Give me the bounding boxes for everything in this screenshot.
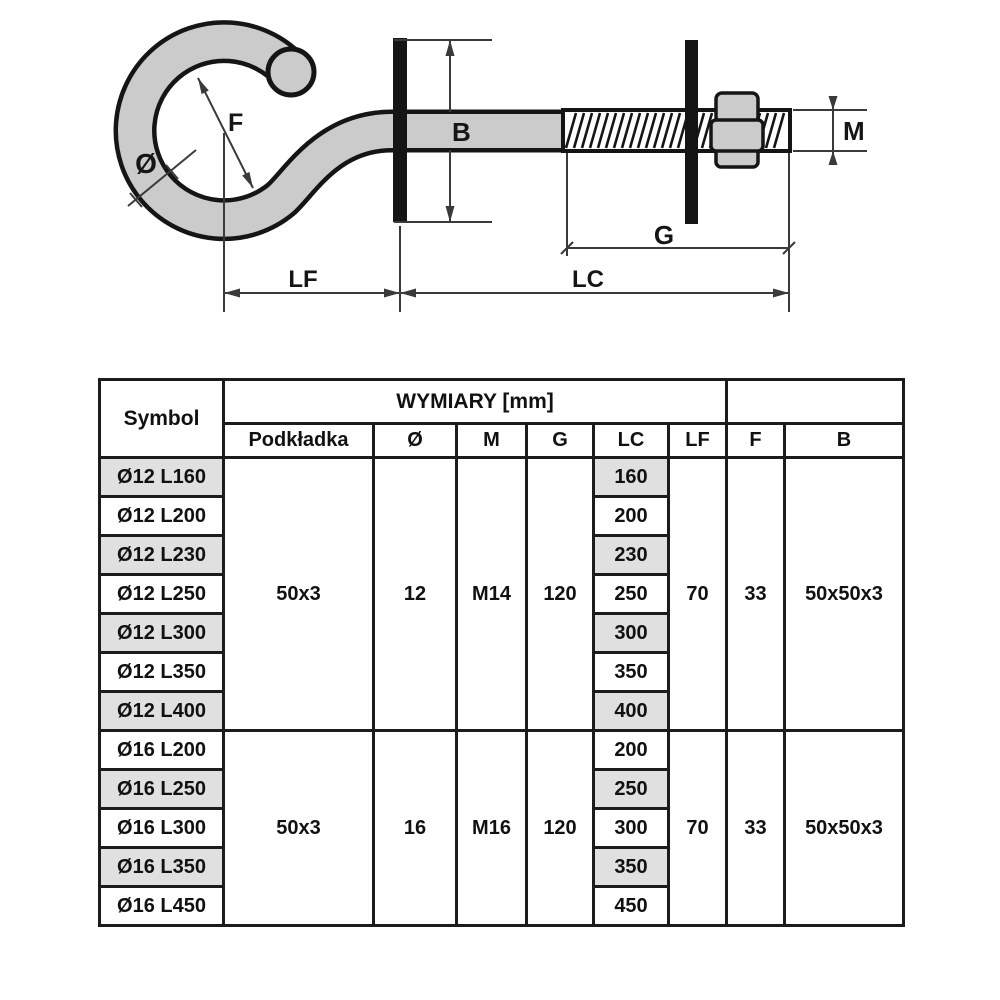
- symbol-cell: Ø12 L230: [100, 536, 224, 575]
- symbol-cell: Ø16 L450: [100, 887, 224, 926]
- table-row: [100, 731, 904, 770]
- lc-cell: 300: [594, 614, 669, 653]
- dimension-table: [98, 378, 905, 927]
- lf-cell: 70: [669, 731, 727, 926]
- header-b: B: [785, 424, 904, 458]
- header-m: M: [457, 424, 527, 458]
- lc-cell: 250: [594, 575, 669, 614]
- header-symbol: Symbol: [100, 380, 224, 458]
- symbol-cell: Ø16 L250: [100, 770, 224, 809]
- lc-cell: 400: [594, 692, 669, 731]
- b-cell: 50x50x3: [785, 458, 904, 731]
- f-cell: 33: [727, 731, 785, 926]
- header-row-title: [100, 380, 904, 424]
- dimension-g: [561, 153, 795, 256]
- table-row: [100, 458, 904, 497]
- hook-bolt-technical-drawing: [0, 0, 1000, 360]
- symbol-cell: Ø12 L400: [100, 692, 224, 731]
- lc-cell: 350: [594, 653, 669, 692]
- header-lf: LF: [669, 424, 727, 458]
- m-cell: M14: [457, 458, 527, 731]
- o-cell: 16: [374, 731, 457, 926]
- lc-cell: 350: [594, 848, 669, 887]
- header-g: G: [527, 424, 594, 458]
- header-lc: LC: [594, 424, 669, 458]
- symbol-cell: Ø12 L250: [100, 575, 224, 614]
- b-cell: 50x50x3: [785, 731, 904, 926]
- g-cell: 120: [527, 731, 594, 926]
- lc-cell: 250: [594, 770, 669, 809]
- lc-cell: 160: [594, 458, 669, 497]
- label-g: G: [653, 220, 675, 250]
- label-lc: LC: [572, 266, 604, 293]
- hex-nut: [711, 93, 763, 167]
- label-diameter: Ø: [135, 148, 157, 179]
- header-empty-cell: [727, 380, 904, 424]
- lc-cell: 300: [594, 809, 669, 848]
- symbol-cell: Ø12 L300: [100, 614, 224, 653]
- label-m: M: [843, 116, 865, 146]
- symbol-cell: Ø12 L350: [100, 653, 224, 692]
- washer-plate-left: [393, 38, 407, 222]
- podkladka-cell: 50x3: [224, 731, 374, 926]
- hook-shape: [135, 42, 570, 220]
- lc-cell: 200: [594, 731, 669, 770]
- washer-plate-right: [685, 40, 698, 224]
- label-lf: LF: [288, 266, 318, 293]
- lc-cell: 200: [594, 497, 669, 536]
- header-f: F: [727, 424, 785, 458]
- lc-cell: 230: [594, 536, 669, 575]
- lf-cell: 70: [669, 458, 727, 731]
- lc-cell: 450: [594, 887, 669, 926]
- header-o: Ø: [374, 424, 457, 458]
- symbol-cell: Ø16 L350: [100, 848, 224, 887]
- podkladka-cell: 50x3: [224, 458, 374, 731]
- header-podkladka: Podkładka: [224, 424, 374, 458]
- symbol-cell: Ø16 L300: [100, 809, 224, 848]
- header-wymiary: WYMIARY [mm]: [224, 380, 727, 424]
- g-cell: 120: [527, 458, 594, 731]
- hook-ball-tip: [268, 49, 314, 95]
- label-b: B: [452, 117, 471, 147]
- m-cell: M16: [457, 731, 527, 926]
- dimension-f: [198, 78, 253, 188]
- symbol-cell: Ø16 L200: [100, 731, 224, 770]
- o-cell: 12: [374, 458, 457, 731]
- f-cell: 33: [727, 458, 785, 731]
- label-f: F: [228, 109, 244, 137]
- symbol-cell: Ø12 L160: [100, 458, 224, 497]
- symbol-cell: Ø12 L200: [100, 497, 224, 536]
